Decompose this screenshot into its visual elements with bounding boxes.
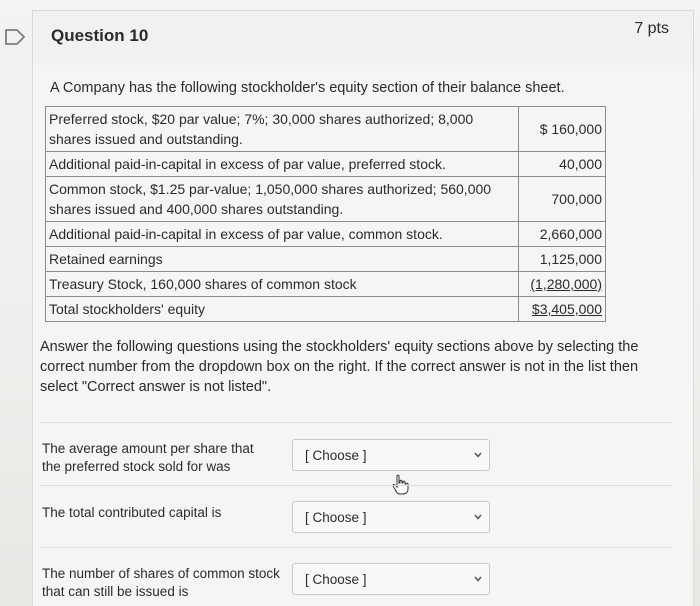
table-cell-amount: 700,000 bbox=[519, 177, 606, 222]
table-row bbox=[46, 177, 606, 222]
answer-select-common-issuable[interactable] bbox=[292, 563, 490, 595]
answer-select-average-preferred[interactable] bbox=[292, 439, 490, 471]
table-cell-label: Common stock, $1.25 par-value; 1,050,000 shares authorized; 560,000 shares issued and 400,000 shares outstanding. bbox=[46, 177, 519, 222]
total-amount: $3,405,000 bbox=[531, 301, 602, 317]
table-cell-label: Retained earnings bbox=[46, 247, 519, 272]
table-row bbox=[46, 297, 606, 322]
table-cell-amount: $ 160,000 bbox=[519, 107, 606, 152]
chevron-down-icon bbox=[473, 450, 483, 460]
question-intro: A Company has the following stockholder's equity section of their balance sheet. bbox=[50, 80, 565, 96]
table-row bbox=[46, 107, 606, 152]
equity-table bbox=[45, 106, 606, 322]
table-row bbox=[46, 222, 606, 247]
table-cell-label: Total stockholders' equity bbox=[46, 297, 519, 322]
select-value: [ Choose ] bbox=[305, 448, 367, 463]
table-cell-amount: 1,125,000 bbox=[519, 247, 606, 272]
table-cell-label: Preferred stock, $20 par value; 7%; 30,000 shares authorized; 8,000 shares issued and outstanding. bbox=[46, 107, 519, 152]
answer-select-total-contributed[interactable] bbox=[292, 501, 490, 533]
table-row bbox=[46, 247, 606, 272]
question-title: Question 10 bbox=[51, 26, 149, 45]
table-cell-label: Additional paid-in-capital in excess of par value, preferred stock. bbox=[46, 152, 519, 177]
table-cell-amount bbox=[519, 272, 606, 297]
select-value: [ Choose ] bbox=[305, 510, 367, 525]
chevron-down-icon bbox=[473, 512, 483, 522]
table-cell-label: Additional paid-in-capital in excess of par value, common stock. bbox=[46, 222, 519, 247]
table-row bbox=[46, 152, 606, 177]
question-header bbox=[32, 10, 694, 66]
table-cell-label: Treasury Stock, 160,000 shares of common stock bbox=[46, 272, 519, 297]
flag-question-icon[interactable] bbox=[4, 28, 26, 46]
table-cell-amount: 2,660,000 bbox=[519, 222, 606, 247]
divider bbox=[40, 547, 672, 548]
question-points: 7 pts bbox=[634, 20, 669, 37]
chevron-down-icon bbox=[473, 574, 483, 584]
question-instructions: Answer the following questions using the stockholders' equity sections above by selecting the correct number from the dropdown box on the right. If the correct answer is not in the list then select "Correct answer is not listed". bbox=[40, 339, 639, 395]
divider bbox=[40, 485, 672, 486]
answer-prompt-total-contributed: The total contributed capital is bbox=[42, 505, 222, 520]
table-cell-amount bbox=[519, 297, 606, 322]
divider bbox=[40, 422, 672, 423]
answer-prompt-average-preferred: The average amount per share that the preferred stock sold for was bbox=[42, 441, 254, 474]
select-value: [ Choose ] bbox=[305, 572, 367, 587]
table-row bbox=[46, 272, 606, 297]
treasury-amount: (1,280,000) bbox=[530, 276, 602, 292]
answer-prompt-common-issuable: The number of shares of common stock that can still be issued is bbox=[42, 566, 280, 599]
table-cell-amount: 40,000 bbox=[519, 152, 606, 177]
